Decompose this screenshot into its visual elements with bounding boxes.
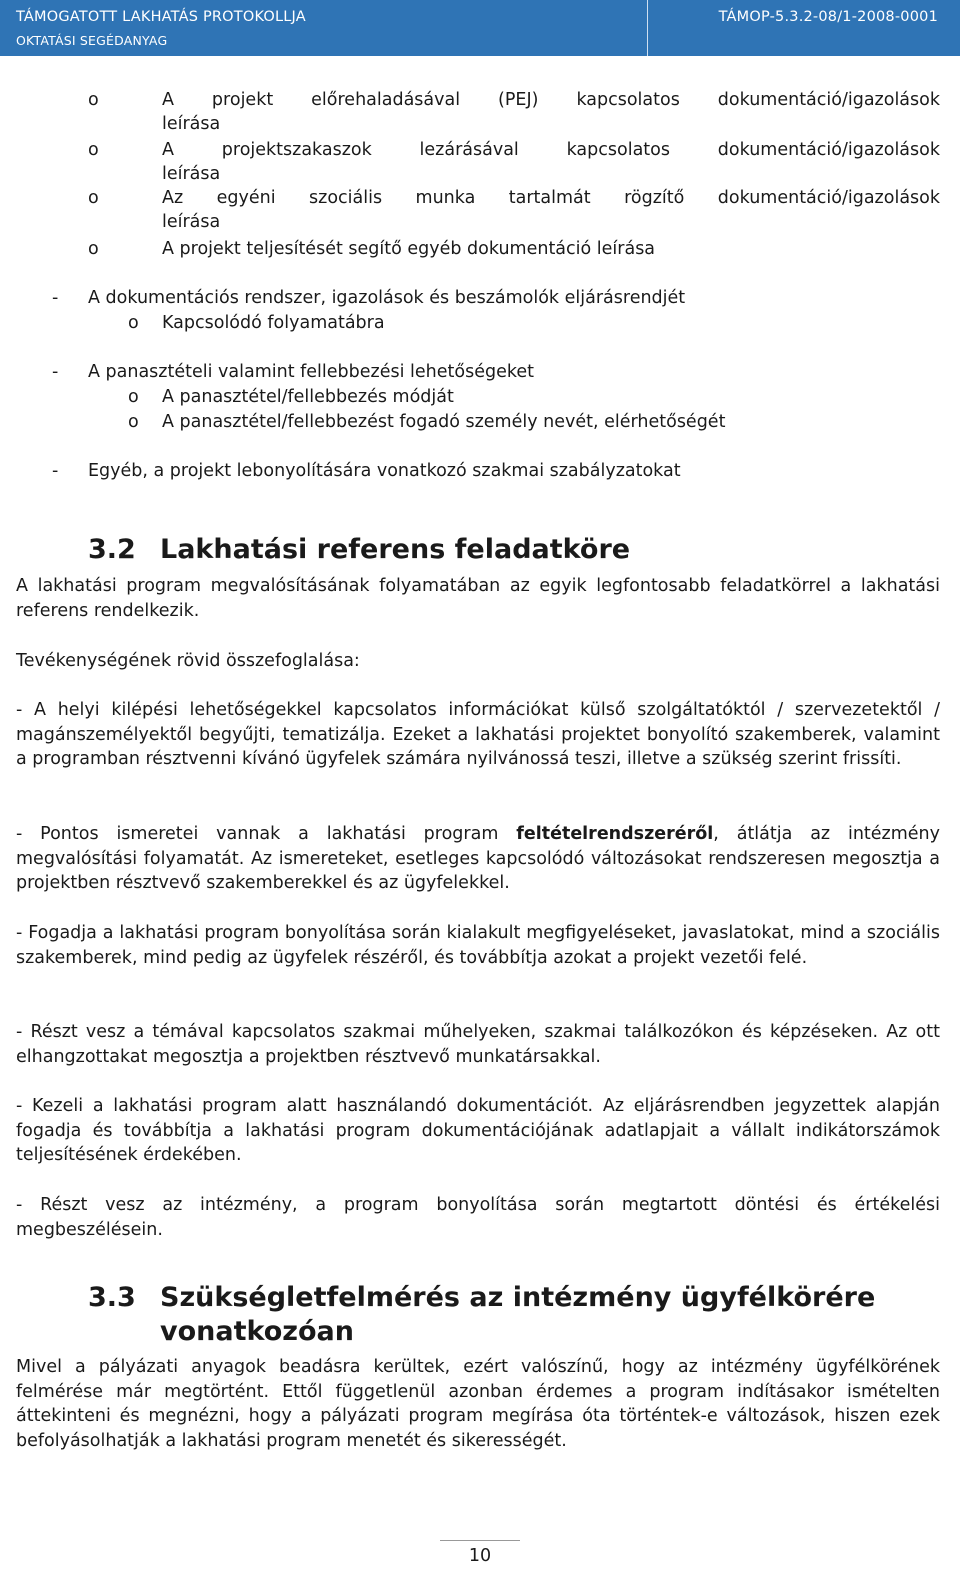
header-project-code: TÁMOP-5.3.2-08/1-2008-0001 [718,9,938,25]
list-item: A projekt teljesítését segítő egyéb dokumentáció leírása [162,239,656,259]
sub-item: A panasztétel/fellebbezést fogadó személy nevét, elérhetőségét [162,412,726,432]
dash-marker: - [52,362,59,382]
header-divider [647,0,648,56]
paragraph: - Részt vesz a témával kapcsolatos szakmai műhelyeken, szakmai találkozókon és képzéseken. Az ott elhangzottakat megosztja a projektben résztvevő munkatársakkal. [16,1022,940,1067]
sub-item: Kapcsolódó folyamatábra [162,313,385,333]
bullet-marker: o [88,90,99,110]
list-item: Az egyéni szociális munka tartalmát rögzítő dokumentáció/igazolások [162,188,940,208]
list-item: A projekt előrehaladásával (PEJ) kapcsolatos dokumentáció/igazolások [162,90,940,110]
dash-item: Egyéb, a projekt lebonyolítására vonatkozó szakmai szabályzatokat [88,461,681,481]
paragraph: - Részt vesz az intézmény, a program bonyolítása során megtartott döntési és értékelési megbeszélésein. [16,1195,940,1240]
header-subtitle: OKTATÁSI SEGÉDANYAG [16,33,168,48]
paragraph [16,822,940,896]
list-item-continuation: leírása [162,212,221,232]
paragraph: A lakhatási program megvalósításának folyamatában az egyik legfontosabb feladatkörrel a lakhatási referens rendelkezik. [16,576,940,621]
list-item-continuation: leírása [162,114,221,134]
bullet-marker: o [128,387,139,407]
paragraph: - A helyi kilépési lehetőségekkel kapcsolatos információkat külső szolgáltatóktól / szervezetektől / magánszemélyektől begyűjti, tematizálja. Ezeket a lakhatási projektet bonyolító szakemberek, valamint a programban résztvenni kívánó ügyfelek számára nyilvánossá teszi, illetve a szükség szerint frissíti. [16,700,940,769]
bullet-marker: o [88,140,99,160]
list-item: A projektszakaszok lezárásával kapcsolatos dokumentáció/igazolások [162,140,940,160]
dash-item: A dokumentációs rendszer, igazolások és beszámolók eljárásrendjét [88,288,686,308]
page-header [0,0,960,56]
bullet-marker: o [88,239,99,259]
paragraph-text: - Pontos ismeretei vannak a lakhatási program [16,824,517,844]
section-number: 3.2 [88,534,136,565]
section-title-continuation: vonatkozóan [160,1316,354,1347]
list-item-continuation: leírása [162,164,221,184]
page-number: 10 [468,1546,492,1566]
bullet-marker: o [88,188,99,208]
header-title: TÁMOGATOTT LAKHATÁS PROTOKOLLJA [16,9,306,25]
paragraph: - Fogadja a lakhatási program bonyolítása során kialakult megfigyeléseket, javaslatokat, mind a szociális szakemberek, mind pedig az ügyfelek részéről, és továbbítja azokat a projekt vezetői felé. [16,923,940,968]
paragraph-text: , átlátja az intézmény megvalósítási folyamatát. Az ismereteket, esetleges kapcsolódó változásokat rendszeresen megosztja a projektben résztvevő szakemberekkel és az ügyfelekkel. [16,824,940,893]
paragraph: Mivel a pályázati anyagok beadásra kerültek, ezért valószínű, hogy az intézmény ügyfélkörének felmérése már megtörtént. Ettől függetlenül azonban érdemes a program indításakor ismételten áttekinteni és megnézni, hogy a pályázati program megírása óta történtek-e változások, hiszen ezek befolyásolhatják a lakhatási program menetét és sikerességét. [16,1357,940,1451]
paragraph-label: Tevékenységének rövid összefoglalása: [16,651,360,671]
section-title: Lakhatási referens feladatköre [160,534,631,565]
dash-marker: - [52,288,59,308]
footer-rule [440,1540,520,1541]
dash-item: A panasztételi valamint fellebbezési lehetőségeket [88,362,534,382]
bullet-marker: o [128,412,139,432]
sub-item: A panasztétel/fellebbezés módját [162,387,454,407]
paragraph-bold-text: feltételrendszeréről [516,824,714,844]
section-title: Szükségletfelmérés az intézmény ügyfélkörére [160,1282,876,1313]
paragraph: - Kezeli a lakhatási program alatt használandó dokumentációt. Az eljárásrendben jegyzettek alapján fogadja és továbbítja a lakhatási program dokumentációjának adatlapjait a vállalt indikátorszámok teljesítésének érdekében. [16,1096,940,1165]
dash-marker: - [52,461,59,481]
bullet-marker: o [128,313,139,333]
section-number: 3.3 [88,1282,136,1313]
